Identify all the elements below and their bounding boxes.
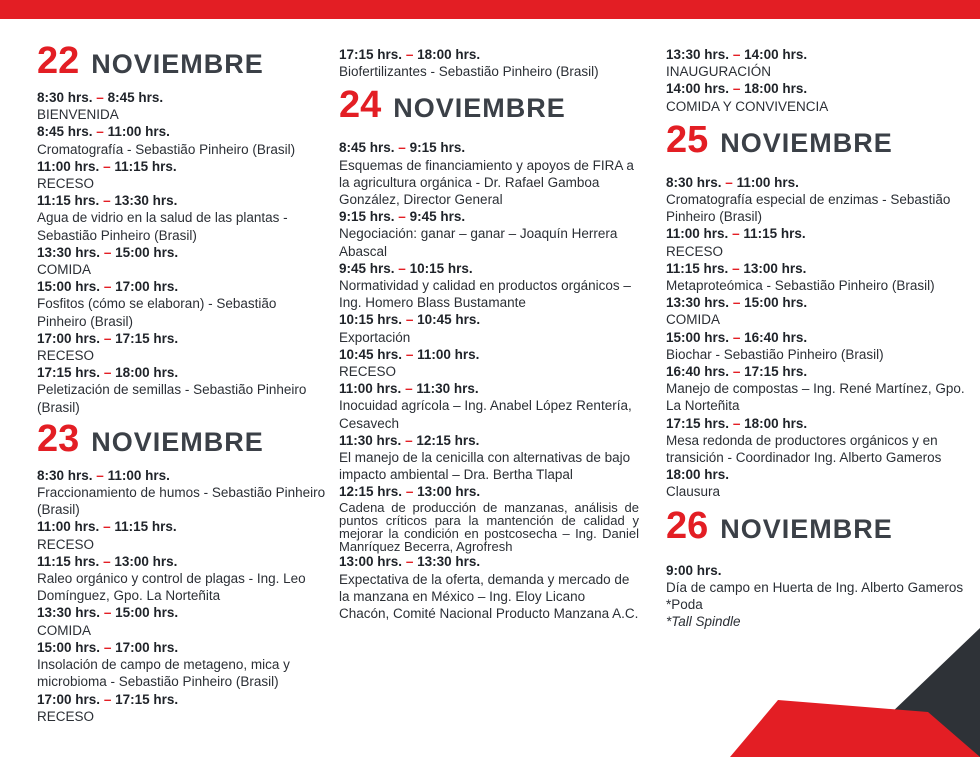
time-end: 17:00 hrs. bbox=[115, 279, 179, 295]
time-end: 17:15 hrs. bbox=[115, 691, 179, 707]
day-month: NOVIEMBRE bbox=[91, 426, 264, 457]
time-slot bbox=[37, 518, 327, 535]
time-start: 8:45 hrs. bbox=[37, 124, 93, 140]
time-slot bbox=[666, 46, 966, 63]
session-description: COMIDA bbox=[37, 262, 91, 278]
time-start: 13:30 hrs. bbox=[666, 47, 730, 62]
time-dash: – bbox=[103, 605, 112, 621]
time-slot bbox=[339, 380, 639, 397]
time-slot bbox=[37, 158, 327, 175]
session-description: RECESO bbox=[37, 708, 95, 724]
column-middle bbox=[339, 0, 639, 622]
time-end: 18:00 hrs. bbox=[417, 47, 481, 62]
day-number: 24 bbox=[339, 84, 382, 127]
time-slot bbox=[37, 639, 327, 656]
day-number: 23 bbox=[37, 417, 80, 460]
time-dash: – bbox=[405, 432, 413, 448]
corner-dark-triangle bbox=[845, 628, 980, 757]
day-number: 22 bbox=[37, 40, 80, 82]
session-description: Biochar - Sebastião Pinheiro (Brasil) bbox=[666, 346, 884, 362]
time-dash: – bbox=[103, 279, 112, 295]
time-dash: – bbox=[103, 553, 111, 569]
time-end: 13:30 hrs. bbox=[114, 193, 178, 209]
session-description: Expectativa de la oferta, demanda y mercado de la manzana en México – Ing. Eloy Licano Chacón, Comité Nacional Producto Manzana A.C. bbox=[339, 571, 639, 622]
time-dash: – bbox=[732, 364, 741, 380]
session-description: Mesa redonda de productores orgánicos y en transición - Coordinador Ing. Alberto Gameros bbox=[666, 432, 942, 466]
session-description: Exportación bbox=[339, 329, 411, 345]
time-dash: – bbox=[732, 226, 740, 242]
time-start: 16:40 hrs. bbox=[666, 364, 730, 380]
time-slot bbox=[666, 466, 966, 483]
time-end: 15:00 hrs. bbox=[115, 605, 179, 621]
time-end: 18:00 hrs. bbox=[115, 365, 179, 381]
session-description: Biofertilizantes - Sebastião Pinheiro (Brasil) bbox=[339, 64, 599, 80]
time-start: 8:30 hrs. bbox=[37, 90, 93, 105]
time-dash: – bbox=[96, 124, 104, 140]
time-end: 17:15 hrs. bbox=[744, 364, 808, 380]
session-note: *Tall Spindle bbox=[666, 614, 741, 630]
session-description: RECESO bbox=[37, 348, 95, 364]
time-end: 11:30 hrs. bbox=[416, 381, 479, 397]
time-dash: – bbox=[405, 554, 414, 570]
day-number: 26 bbox=[666, 504, 709, 547]
session-description: Clausura bbox=[666, 484, 721, 500]
time-slot bbox=[666, 174, 966, 191]
time-start: 11:15 hrs. bbox=[666, 260, 729, 276]
day-heading bbox=[339, 84, 639, 129]
session-description: RECESO bbox=[37, 176, 95, 192]
time-slot bbox=[37, 278, 327, 295]
time-end: 9:15 hrs. bbox=[409, 140, 466, 156]
time-end: 11:15 hrs. bbox=[743, 226, 806, 242]
session-description: Agua de vidrio en la salud de las plantas - Sebastião Pinheiro (Brasil) bbox=[37, 210, 288, 243]
time-slot bbox=[666, 363, 966, 380]
time-start: 8:30 hrs. bbox=[37, 467, 93, 483]
time-start: 15:00 hrs. bbox=[37, 639, 101, 655]
day-month: NOVIEMBRE bbox=[91, 49, 264, 79]
column-left bbox=[37, 0, 327, 725]
time-slot bbox=[37, 691, 327, 708]
time-slot bbox=[37, 604, 327, 621]
time-dash: – bbox=[732, 415, 741, 431]
session-description: BIENVENIDA bbox=[37, 107, 119, 123]
time-end: 13:00 hrs. bbox=[743, 260, 807, 276]
time-slot bbox=[666, 329, 966, 346]
time-start: 17:15 hrs. bbox=[37, 365, 101, 381]
time-dash: – bbox=[103, 365, 112, 381]
time-start: 11:00 hrs. bbox=[339, 381, 402, 397]
time-start: 13:30 hrs. bbox=[37, 244, 101, 260]
time-dash: – bbox=[398, 209, 406, 225]
time-end: 11:15 hrs. bbox=[114, 519, 177, 535]
session-description: Cadena de producción de manzanas, análisis de puntos críticos para la mantención de calidad y mejorar la condición en postcosecha – Ing. Daniel Manríquez Becerra, Agrofresh bbox=[339, 499, 639, 555]
time-slot bbox=[37, 467, 327, 484]
time-dash: – bbox=[103, 244, 112, 260]
day-heading bbox=[37, 418, 327, 463]
time-end: 13:00 hrs. bbox=[114, 553, 178, 569]
session-description: INAUGURACIÓN bbox=[666, 64, 772, 80]
day-number: 25 bbox=[666, 118, 709, 161]
time-end: 9:45 hrs. bbox=[409, 209, 466, 225]
time-dash: – bbox=[405, 47, 414, 62]
time-start: 8:45 hrs. bbox=[339, 140, 395, 156]
time-slot bbox=[37, 330, 327, 347]
time-slot bbox=[37, 244, 327, 261]
session-description: Inocuidad agrícola – Ing. Anabel López Rentería, Cesavech bbox=[339, 398, 632, 431]
time-dash: – bbox=[732, 295, 741, 311]
time-end: 18:00 hrs. bbox=[744, 415, 808, 431]
time-end: 12:15 hrs. bbox=[416, 432, 480, 448]
time-start: 11:15 hrs. bbox=[37, 553, 100, 569]
column-right bbox=[666, 0, 966, 630]
time-end: 10:15 hrs. bbox=[409, 260, 473, 276]
session-description: RECESO bbox=[37, 536, 95, 552]
session-description: RECESO bbox=[666, 243, 724, 259]
time-dash: – bbox=[398, 260, 406, 276]
time-slot bbox=[37, 123, 327, 140]
day-month: NOVIEMBRE bbox=[393, 93, 566, 124]
time-slot bbox=[339, 46, 639, 63]
time-dash: – bbox=[732, 81, 741, 97]
time-end: 11:00 hrs. bbox=[107, 124, 170, 140]
time-slot bbox=[339, 311, 639, 328]
session-description: Esquemas de financiamiento y apoyos de FIRA a la agricultura orgánica - Dr. Rafael Gamboa González, Director General bbox=[339, 157, 634, 208]
day-heading bbox=[666, 505, 966, 550]
time-end: 14:00 hrs. bbox=[744, 47, 808, 62]
corner-red-shape bbox=[730, 700, 980, 757]
time-slot bbox=[339, 346, 639, 363]
time-dash: – bbox=[103, 691, 112, 707]
time-dash: – bbox=[405, 346, 414, 362]
day-month: NOVIEMBRE bbox=[720, 127, 893, 158]
time-start: 17:00 hrs. bbox=[37, 691, 101, 707]
time-dash: – bbox=[405, 312, 414, 328]
time-start: 10:15 hrs. bbox=[339, 312, 403, 328]
session-description: Metaproteómica - Sebastião Pinheiro (Brasil) bbox=[666, 278, 935, 294]
session-description: Cromatografía - Sebastião Pinheiro (Brasil) bbox=[37, 141, 296, 157]
time-dash: – bbox=[96, 467, 104, 483]
time-start: 9:00 hrs. bbox=[666, 562, 722, 578]
time-end: 17:00 hrs. bbox=[115, 639, 179, 655]
session-description: Manejo de compostas – Ing. René Martínez, Gpo. La Norteñita bbox=[666, 381, 965, 414]
session-description: Cromatografía especial de enzimas - Sebastião Pinheiro (Brasil) bbox=[666, 192, 951, 225]
time-dash: – bbox=[103, 519, 111, 535]
time-start: 13:30 hrs. bbox=[37, 605, 101, 621]
time-start: 11:00 hrs. bbox=[37, 158, 100, 174]
time-dash: – bbox=[103, 639, 112, 655]
time-dash: – bbox=[732, 329, 741, 345]
session-description: Raleo orgánico y control de plagas - Ing. Leo Domínguez, Gpo. La Norteñita bbox=[37, 571, 306, 604]
time-dash: – bbox=[405, 484, 414, 500]
time-end: 17:15 hrs. bbox=[115, 330, 179, 346]
time-dash: – bbox=[103, 158, 111, 174]
time-start: 17:00 hrs. bbox=[37, 330, 101, 346]
time-end: 11:00 hrs. bbox=[417, 346, 480, 362]
time-end: 18:00 hrs. bbox=[744, 81, 808, 97]
time-end: 10:45 hrs. bbox=[417, 312, 481, 328]
time-dash: – bbox=[732, 47, 741, 62]
time-end: 11:15 hrs. bbox=[114, 158, 177, 174]
time-slot bbox=[339, 208, 639, 225]
time-slot bbox=[339, 139, 639, 156]
time-dash: – bbox=[398, 140, 406, 156]
time-dash: – bbox=[725, 174, 733, 190]
time-start: 13:00 hrs. bbox=[339, 554, 403, 570]
session-description: RECESO bbox=[339, 364, 397, 380]
session-description: Día de campo en Huerta de Ing. Alberto Gameros bbox=[666, 579, 964, 595]
session-description: Fraccionamiento de humos - Sebastião Pinheiro (Brasil) bbox=[37, 485, 326, 518]
time-slot bbox=[339, 483, 639, 500]
time-start: 18:00 hrs. bbox=[666, 467, 730, 483]
time-end: 13:30 hrs. bbox=[417, 554, 481, 570]
day-heading bbox=[37, 40, 327, 85]
time-start: 15:00 hrs. bbox=[666, 329, 730, 345]
time-dash: – bbox=[103, 193, 111, 209]
time-slot bbox=[666, 260, 966, 277]
time-end: 8:45 hrs. bbox=[107, 90, 164, 105]
time-slot bbox=[339, 553, 639, 570]
time-start: 17:15 hrs. bbox=[666, 415, 730, 431]
time-slot bbox=[666, 80, 966, 97]
day-month: NOVIEMBRE bbox=[720, 513, 893, 544]
time-end: 16:40 hrs. bbox=[744, 329, 808, 345]
time-slot bbox=[37, 89, 327, 106]
time-dash: – bbox=[103, 330, 112, 346]
time-slot bbox=[666, 562, 966, 579]
session-description: El manejo de la cenicilla con alternativas de bajo impacto ambiental – Dra. Bertha Tlapal bbox=[339, 450, 631, 483]
time-dash: – bbox=[405, 381, 413, 397]
time-slot bbox=[339, 260, 639, 277]
time-slot bbox=[37, 364, 327, 381]
time-end: 11:00 hrs. bbox=[107, 467, 170, 483]
time-start: 13:30 hrs. bbox=[666, 295, 730, 311]
time-dash: – bbox=[732, 260, 740, 276]
session-description: *Poda bbox=[666, 597, 703, 613]
session-description: Normatividad y calidad en productos orgánicos – Ing. Homero Blass Bustamante bbox=[339, 278, 631, 311]
time-start: 10:45 hrs. bbox=[339, 346, 403, 362]
time-start: 12:15 hrs. bbox=[339, 484, 403, 500]
time-start: 14:00 hrs. bbox=[666, 81, 730, 97]
time-end: 15:00 hrs. bbox=[744, 295, 808, 311]
time-start: 9:45 hrs. bbox=[339, 260, 395, 276]
session-description: COMIDA bbox=[666, 312, 720, 328]
time-slot bbox=[37, 553, 327, 570]
time-slot bbox=[666, 294, 966, 311]
time-start: 17:15 hrs. bbox=[339, 47, 403, 62]
time-start: 8:30 hrs. bbox=[666, 174, 722, 190]
session-description: COMIDA Y CONVIVENCIA bbox=[666, 98, 829, 114]
time-slot bbox=[37, 192, 327, 209]
day-heading bbox=[666, 119, 966, 164]
time-slot bbox=[666, 415, 966, 432]
time-start: 11:30 hrs. bbox=[339, 432, 402, 448]
time-end: 15:00 hrs. bbox=[115, 244, 179, 260]
time-start: 11:15 hrs. bbox=[37, 193, 100, 209]
time-start: 15:00 hrs. bbox=[37, 279, 101, 295]
session-description: Peletización de semillas - Sebastião Pinheiro (Brasil) bbox=[37, 382, 307, 415]
session-description: Negociación: ganar – ganar – Joaquín Herrera Abascal bbox=[339, 226, 618, 259]
time-start: 9:15 hrs. bbox=[339, 209, 395, 225]
time-slot bbox=[339, 432, 639, 449]
time-start: 11:00 hrs. bbox=[666, 226, 729, 242]
session-description: Insolación de campo de metageno, mica y microbioma - Sebastião Pinheiro (Brasil) bbox=[37, 657, 290, 690]
time-slot bbox=[666, 225, 966, 242]
time-start: 11:00 hrs. bbox=[37, 519, 100, 535]
time-dash: – bbox=[96, 90, 104, 105]
session-description: Fosfitos (cómo se elaboran) - Sebastião Pinheiro (Brasil) bbox=[37, 296, 277, 329]
time-end: 13:00 hrs. bbox=[417, 484, 481, 500]
time-end: 11:00 hrs. bbox=[736, 174, 799, 190]
session-description: COMIDA bbox=[37, 622, 91, 638]
